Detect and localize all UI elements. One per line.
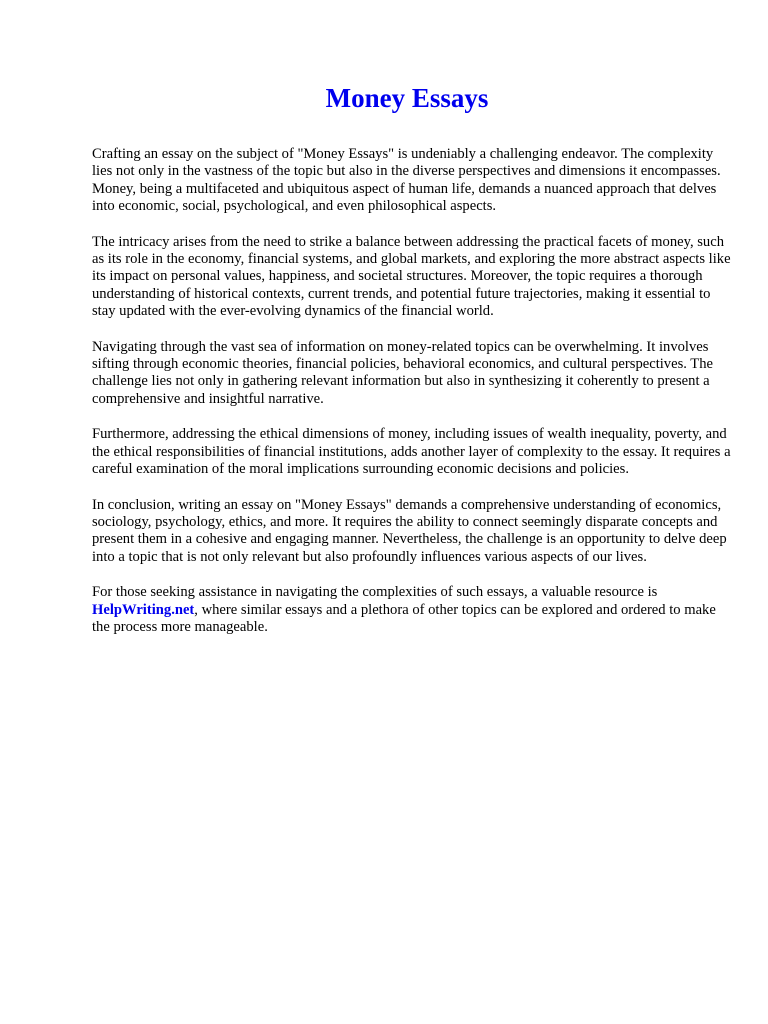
paragraph-6-after-link: , where similar essays and a plethora of other topics can be explored and ordered to make the process more manageable. [92, 601, 716, 635]
paragraph-6-before-link: For those seeking assistance in navigating the complexities of such essays, a valuable resource is [92, 584, 658, 601]
essay-body [92, 146, 732, 654]
paragraph-1: Crafting an essay on the subject of "Money Essays" is undeniably a challenging endeavor. The complexity lies not only in the vastness of the topic but also in the diverse perspectives and dimensions it encompasses. Money, being a multifaceted and ubiquitous aspect of human life, demands a nuanced approach that delves into economic, social, psychological, and even philosophical aspects. [92, 146, 721, 215]
paragraph-2: The intricacy arises from the need to strike a balance between addressing the practical facets of money, such as its role in the economy, financial systems, and global markets, and exploring the more abstract aspects like its impact on personal values, happiness, and societal structures. Moreover, the topic requires a thorough understanding of historical contexts, current trends, and potential future trajectories, making it essential to stay updated with the ever-evolving dynamics of the financial world. [92, 233, 731, 320]
paragraph-6 [92, 584, 732, 636]
paragraph-5: In conclusion, writing an essay on "Money Essays" demands a comprehensive understanding of economics, sociology, psychology, ethics, and more. It requires the ability to connect seemingly disparate concepts and present them in a cohesive and engaging manner. Nevertheless, the challenge is an opportunity to delve deep into a topic that is not only relevant but also profoundly influences various aspects of our lives. [92, 496, 727, 565]
helpwriting-link[interactable]: HelpWriting.net [92, 601, 195, 618]
paragraph-3: Navigating through the vast sea of information on money-related topics can be overwhelming. It involves sifting through economic theories, financial policies, behavioral economics, and cultural perspectives. The challenge lies not only in gathering relevant information but also in synthesizing it coherently to present a comprehensive and insightful narrative. [92, 338, 713, 407]
paragraph-4: Furthermore, addressing the ethical dimensions of money, including issues of wealth inequality, poverty, and the ethical responsibilities of financial institutions, adds another layer of complexity to the essay. It requires a careful examination of the moral implications surrounding economic decisions and policies. [92, 426, 731, 478]
page-title: Money Essays [325, 83, 489, 113]
